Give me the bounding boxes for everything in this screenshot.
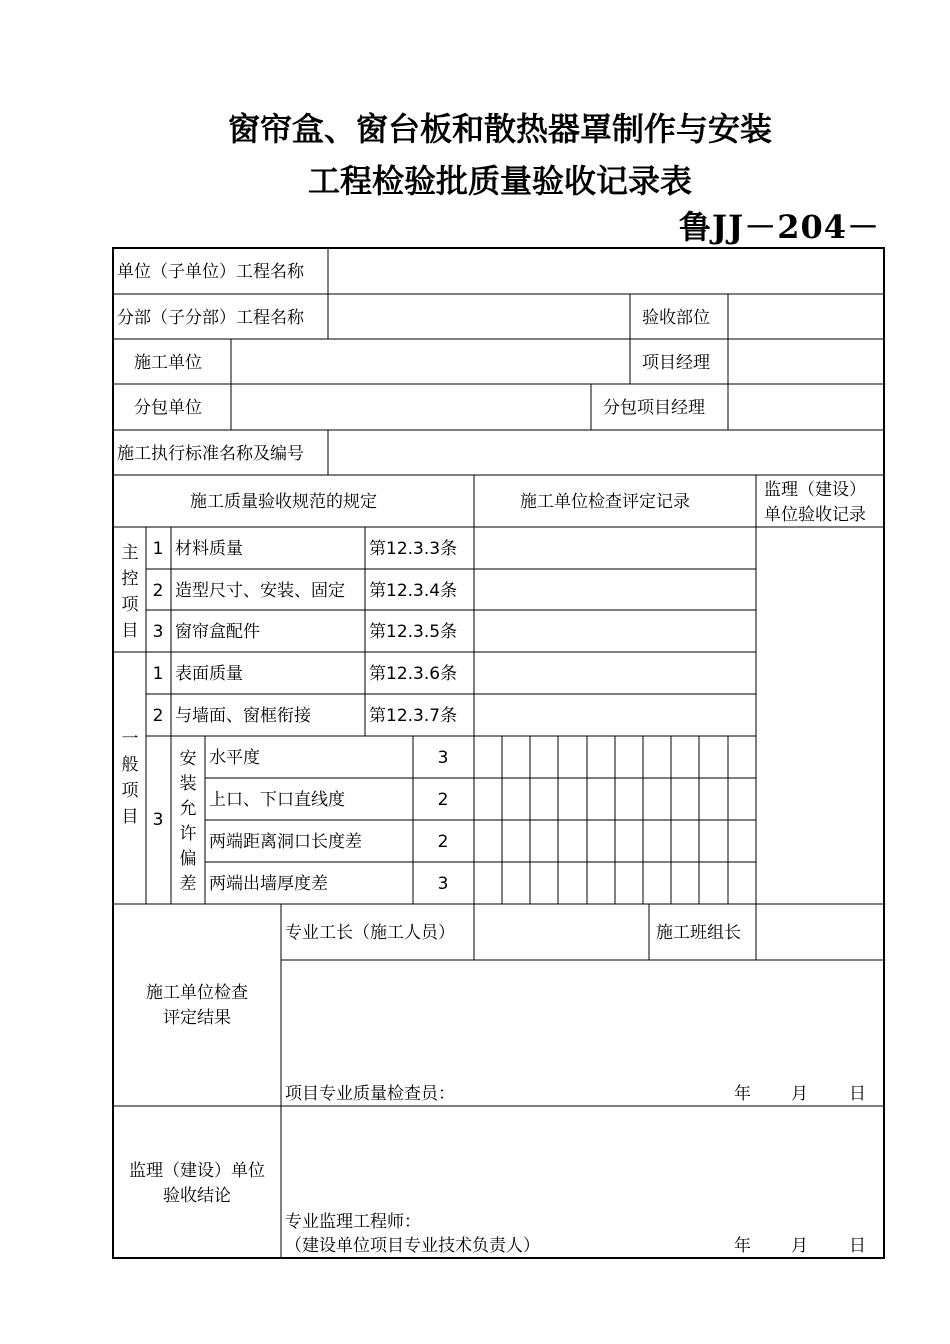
tolerance-label-char: 差 — [179, 874, 197, 894]
contractor-label: 施工单位 — [134, 353, 202, 373]
main-group-char: 主 — [121, 543, 139, 563]
sub-project-manager-label: 分包项目经理 — [603, 398, 705, 418]
general-group-char: 一 — [121, 729, 139, 749]
tolerance-row-name: 水平度 — [209, 748, 260, 768]
subcontractor-label: 分包单位 — [134, 398, 202, 418]
accept-part-label: 验收部位 — [642, 308, 710, 328]
tolerance-label-char: 许 — [179, 824, 197, 844]
tolerance-row-value: 2 — [437, 832, 449, 852]
general-group-char: 目 — [121, 807, 139, 827]
tolerance-label-char: 允 — [179, 799, 197, 819]
form-title-line2: 工程检验批质量验收记录表 — [307, 162, 692, 200]
engineer-label: 专业监理工程师： — [285, 1212, 421, 1232]
main-row-name: 窗帘盒配件 — [175, 622, 260, 642]
main-row-no: 1 — [152, 539, 164, 559]
supervision-column-header-1: 监理（建设） — [764, 480, 866, 500]
main-row-name: 材料质量 — [175, 539, 243, 559]
sub-project-label: 分部（子分部）工程名称 — [117, 308, 304, 328]
general-row-clause: 第12.3.6条 — [369, 664, 458, 684]
tolerance-row-value: 3 — [437, 874, 449, 894]
result-day: 日 — [849, 1084, 866, 1104]
tolerance-no: 3 — [152, 810, 164, 830]
general-row-no: 2 — [152, 706, 164, 726]
main-row-clause: 第12.3.5条 — [369, 622, 458, 642]
result-year: 年 — [734, 1084, 751, 1104]
result-label-1: 施工单位检查 — [146, 983, 248, 1003]
spec-column-header: 施工质量验收规范的规定 — [190, 492, 377, 512]
tolerance-row-value: 2 — [437, 790, 449, 810]
result-month: 月 — [791, 1084, 808, 1104]
tolerance-label-char: 偏 — [179, 849, 197, 869]
tolerance-row-name: 两端距离洞口长度差 — [209, 832, 362, 852]
tolerance-label-char: 装 — [179, 774, 197, 794]
general-group-char: 项 — [121, 781, 139, 801]
general-row-name: 与墙面、窗框衔接 — [175, 706, 311, 726]
main-row-clause: 第12.3.4条 — [369, 581, 458, 601]
team-leader-label: 施工班组长 — [656, 923, 741, 943]
conclusion-month: 月 — [791, 1236, 808, 1256]
main-row-clause: 第12.3.3条 — [369, 539, 458, 559]
supervision-column-header-2: 单位验收记录 — [764, 505, 866, 525]
general-group-char: 般 — [121, 755, 139, 775]
unit-project-label: 单位（子单位）工程名称 — [117, 262, 304, 282]
form-title-line1: 窗帘盒、窗台板和散热器罩制作与安装 — [227, 110, 772, 148]
conclusion-label-2: 验收结论 — [163, 1186, 231, 1206]
owner-rep-label: （建设单位项目专业技术负责人） — [285, 1236, 540, 1256]
general-row-clause: 第12.3.7条 — [369, 706, 458, 726]
tolerance-row-name: 两端出墙厚度差 — [209, 874, 328, 894]
conclusion-day: 日 — [849, 1236, 866, 1256]
conclusion-label-1: 监理（建设）单位 — [129, 1161, 265, 1181]
foreman-label: 专业工长（施工人员） — [285, 923, 455, 943]
check-column-header: 施工单位检查评定记录 — [520, 492, 690, 512]
tolerance-label-char: 安 — [179, 749, 197, 769]
general-row-no: 1 — [152, 664, 164, 684]
main-row-name: 造型尺寸、安装、固定 — [175, 581, 345, 601]
standard-label: 施工执行标准名称及编号 — [117, 444, 304, 464]
result-label-2: 评定结果 — [163, 1008, 231, 1028]
form-code: 鲁JJ－204－ — [678, 208, 880, 246]
main-row-no: 2 — [152, 581, 164, 601]
main-row-no: 3 — [152, 622, 164, 642]
main-group-char: 项 — [121, 595, 139, 615]
tolerance-row-name: 上口、下口直线度 — [209, 790, 345, 810]
main-group-char: 控 — [121, 569, 139, 589]
project-manager-label: 项目经理 — [642, 353, 710, 373]
conclusion-year: 年 — [734, 1236, 751, 1256]
main-group-char: 目 — [121, 621, 139, 641]
tolerance-row-value: 3 — [437, 748, 449, 768]
inspector-label: 项目专业质量检查员： — [285, 1084, 455, 1104]
general-row-name: 表面质量 — [175, 664, 243, 684]
